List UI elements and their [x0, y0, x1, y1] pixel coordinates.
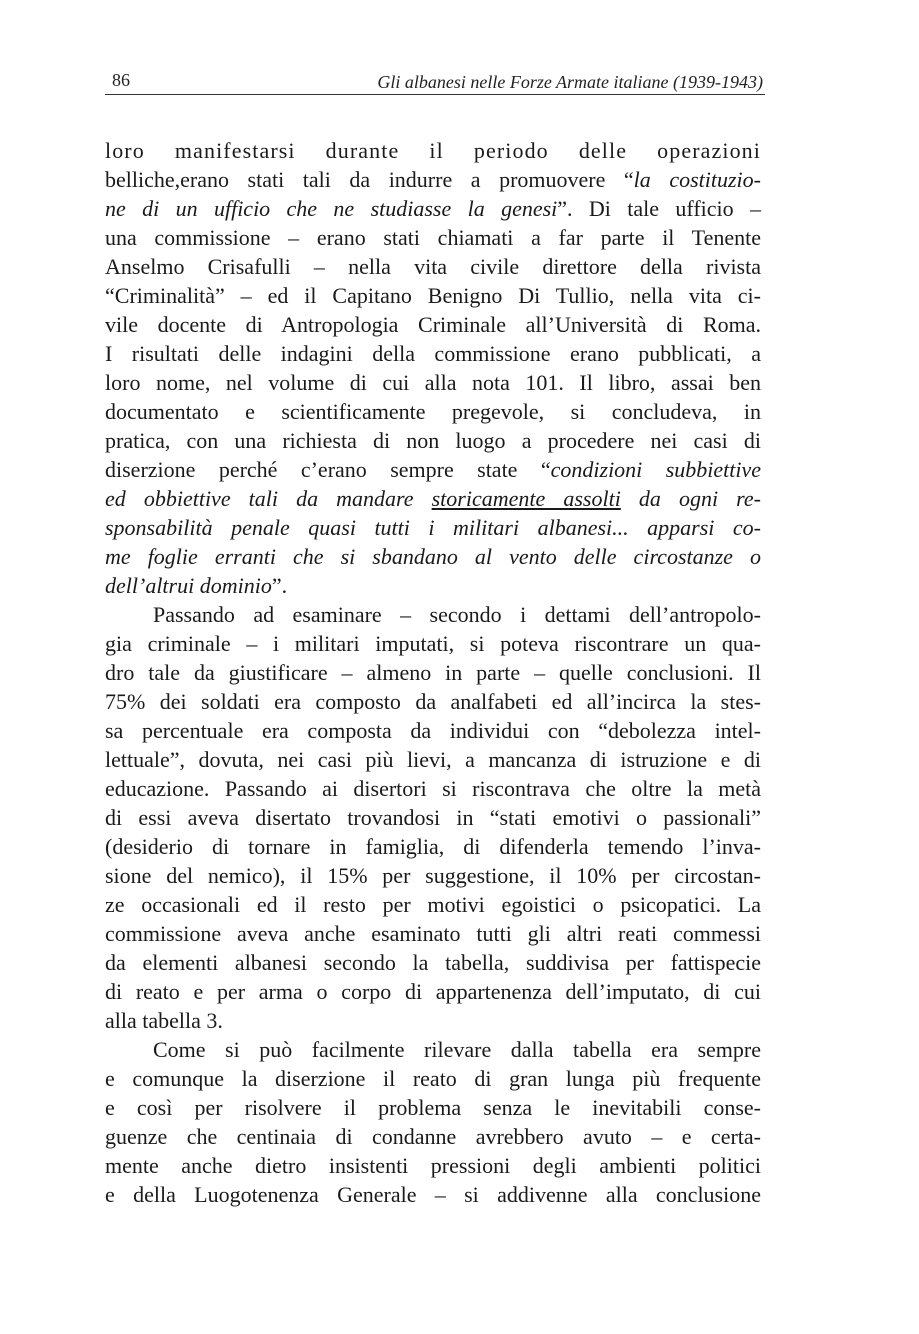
- text-line: lettuale”, dovuta, nei casi più lievi, a mancanza di istruzione e di: [105, 747, 761, 772]
- text-line: e della Luogotenenza Generale – si addivenne alla conclusione: [105, 1182, 761, 1207]
- text-line: (desiderio di tornare in famiglia, di difenderla temendo l’inva-: [105, 834, 761, 859]
- page-header: [105, 64, 765, 95]
- text-line: diserzione perché c’erano sempre state “condizioni subbiettive: [105, 457, 761, 482]
- text-line: dell’altrui dominio”.: [105, 573, 288, 598]
- body-text: [105, 136, 761, 1209]
- text-line: I risultati delle indagini della commissione erano pubblicati, a: [105, 341, 761, 366]
- text-line: dro tale da giustificare – almeno in parte – quelle conclusioni. Il: [105, 660, 761, 685]
- text-line: e così per risolvere il problema senza le inevitabili conse-: [105, 1095, 761, 1120]
- text-line: e comunque la diserzione il reato di gran lunga più frequente: [105, 1066, 761, 1091]
- text-line: pratica, con una richiesta di non luogo a procedere nei casi di: [105, 428, 761, 453]
- text-line: guenze che centinaia di condanne avrebbero avuto – e certa-: [105, 1124, 761, 1149]
- text-line: una commissione – erano stati chiamati a far parte il Tenente: [105, 225, 761, 250]
- text-line: gia criminale – i militari imputati, si poteva riscontrare un qua-: [105, 631, 761, 656]
- text-line: di essi aveva disertato trovandosi in “stati emotivi o passionali”: [105, 805, 761, 830]
- text-line: Come si può facilmente rilevare dalla tabella era sempre: [153, 1037, 761, 1062]
- text-line: di reato e per arma o corpo di appartenenza dell’imputato, di cui: [105, 979, 761, 1004]
- text-line: Anselmo Crisafulli – nella vita civile direttore della rivista: [105, 254, 761, 279]
- text-line: Passando ad esaminare – secondo i dettami dell’antropolo-: [153, 602, 761, 627]
- text-line: da elementi albanesi secondo la tabella, suddivisa per fattispecie: [105, 950, 761, 975]
- text-line: 75% dei soldati era composto da analfabeti ed all’incirca la stes-: [105, 689, 761, 714]
- text-line: ze occasionali ed il resto per motivi egoistici o psicopatici. La: [105, 892, 761, 917]
- text-line: sione del nemico), il 15% per suggestione, il 10% per circostan-: [105, 863, 761, 888]
- text-line: ed obbiettive tali da mandare storicamente assolti da ogni re-: [105, 486, 761, 511]
- text-line: educazione. Passando ai disertori si riscontrava che oltre la metà: [105, 776, 761, 801]
- page-number: 86: [112, 70, 130, 90]
- text-line: commissione aveva anche esaminato tutti gli altri reati commessi: [105, 921, 761, 946]
- text-line: vile docente di Antropologia Criminale all’Università di Roma.: [105, 312, 761, 337]
- text-line: sa percentuale era composta da individui con “debolezza intel-: [105, 718, 761, 743]
- text-line: alla tabella 3.: [105, 1008, 223, 1033]
- text-line: belliche,erano stati tali da indurre a promuovere “la costituzio-: [105, 167, 761, 192]
- text-line: loro nome, nel volume di cui alla nota 101. Il libro, assai ben: [105, 370, 761, 395]
- text-line: “Criminalità” – ed il Capitano Benigno Di Tullio, nella vita ci-: [105, 283, 761, 308]
- text-line: ne di un ufficio che ne studiasse la genesi”. Di tale ufficio –: [105, 196, 761, 221]
- text-line: documentato e scientificamente pregevole, si concludeva, in: [105, 399, 761, 424]
- text-line: me foglie erranti che si sbandano al vento delle circostanze o: [105, 544, 761, 569]
- running-title: Gli albanesi nelle Forze Armate italiane (1939-1943): [377, 72, 763, 92]
- text-line: loro manifestarsi durante il periodo delle operazioni: [105, 138, 761, 163]
- text-line: sponsabilità penale quasi tutti i militari albanesi... apparsi co-: [105, 515, 761, 540]
- text-line: mente anche dietro insistenti pressioni degli ambienti politici: [105, 1153, 761, 1178]
